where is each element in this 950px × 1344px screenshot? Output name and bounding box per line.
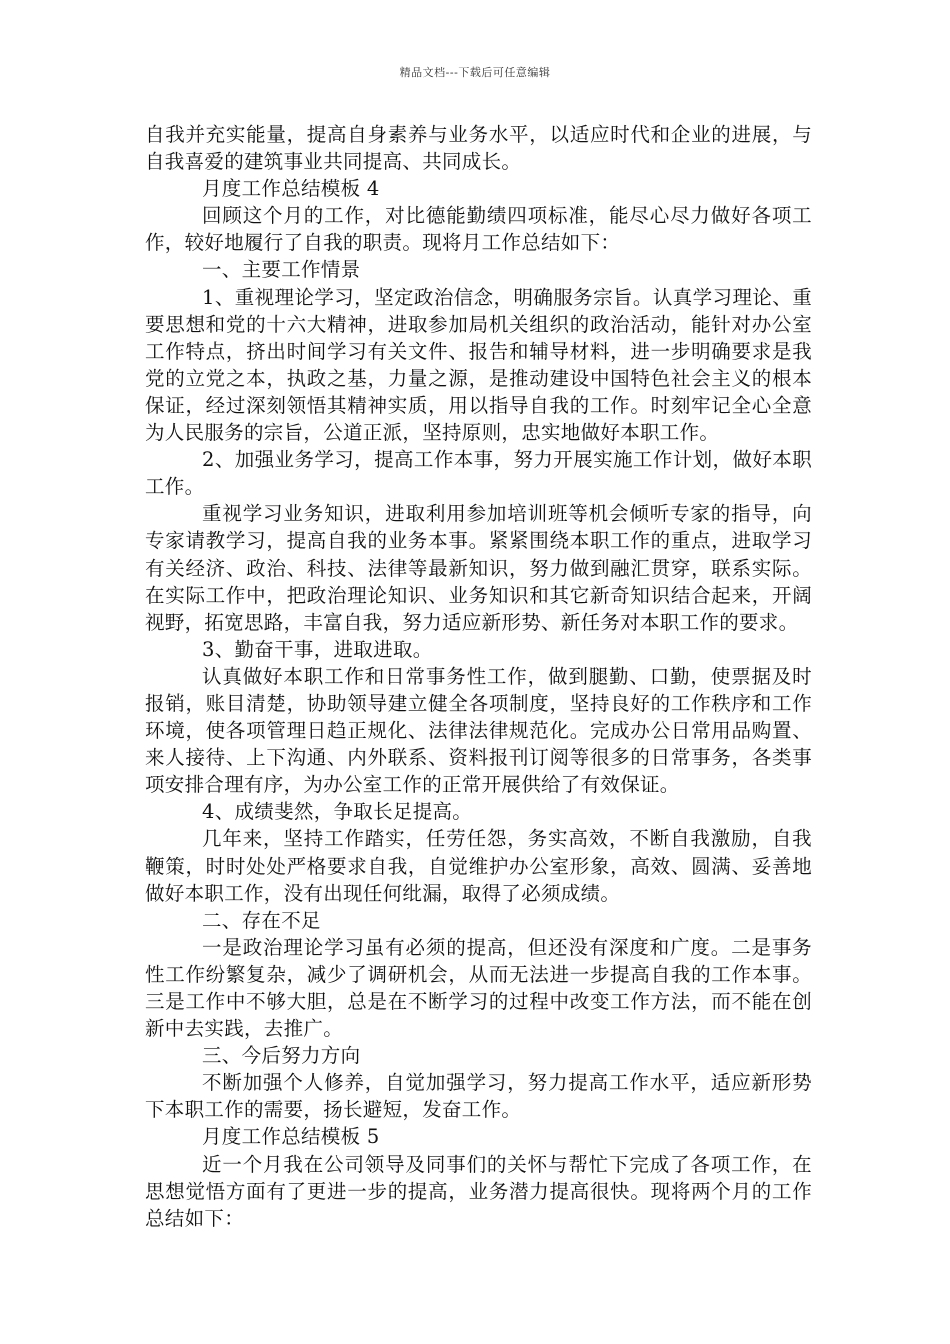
paragraph: 重视学习业务知识，进取利用参加培训班等机会倾听专家的指导，向专家请教学习，提高自我的业务本事。紧紧围绕本职工作的重点，进取学习有关经济、政治、科技、法律等最新知识，努力做到融汇贯穿，联系实际。在实际工作中，把政治理论知识、业务知识和其它新奇知识结合起来，开阔视野，拓宽思路，丰富自我，努力适应新形势、新任务对本职工作的要求。 [145, 502, 812, 634]
paragraph: 近一个月我在公司领导及同事们的关怀与帮忙下完成了各项工作，在思想觉悟方面有了更进一步的提高，业务潜力提高很快。现将两个月的工作总结如下： [145, 1152, 812, 1230]
paragraph: 自我并充实能量，提高自身素养与业务水平，以适应时代和企业的进展，与自我喜爱的建筑事业共同提高、共同成长。 [145, 123, 812, 174]
paragraph: 1、重视理论学习，坚定政治信念，明确服务宗旨。认真学习理论、重要思想和党的十六大精神，进取参加局机关组织的政治活动，能针对办公室工作特点，挤出时间学习有关文件、报告和辅导材料，进一步明确要求是我党的立党之本，执政之基，力量之源，是推动建设中国特色社会主义的根本保证，经过深刻领悟其精神实质，用以指导自我的工作。时刻牢记全心全意为人民服务的宗旨，公道正派，坚持原则，忠实地做好本职工作。 [145, 285, 812, 445]
section-heading: 一、主要工作情景 [202, 258, 361, 282]
paragraph: 几年来，坚持工作踏实，任劳任怨，务实高效，不断自我激励，自我鞭策，时时处处严格要求自我，自觉维护办公室形象，高效、圆满、妥善地做好本职工作，没有出现任何纰漏，取得了必须成绩。 [145, 827, 812, 905]
paragraph: 不断加强个人修养，自觉加强学习，努力提高工作水平，适应新形势下本职工作的需要，扬长避短，发奋工作。 [145, 1071, 812, 1122]
paragraph: 认真做好本职工作和日常事务性工作，做到腿勤、口勤，使票据及时报销，账目清楚，协助领导建立健全各项制度，坚持良好的工作秩序和工作环境，使各项管理日趋正规化、法律法律规范化。完成办公日常用品购置、来人接待、上下沟通、内外联系、资料报刊订阅等很多的日常事务，各类事项安排合理有序，为办公室工作的正常开展供给了有效保证。 [145, 664, 812, 797]
section-heading: 三、今后努力方向 [202, 1044, 361, 1068]
document-body [145, 121, 812, 1232]
section-heading: 二、存在不足 [202, 908, 321, 932]
paragraph: 4、成绩斐然，争取长足提高。 [202, 800, 473, 824]
section-title: 月度工作总结模板 4 [202, 177, 380, 201]
paragraph: 一是政治理论学习虽有必须的提高，但还没有深度和广度。二是事务性工作纷繁复杂，减少了调研机会，从而无法进一步提高自我的工作本事。三是工作中不够大胆，总是在不断学习的过程中改变工作方法，而不能在创新中去实践，去推广。 [145, 935, 812, 1041]
paragraph: 3、勤奋干事，进取进取。 [202, 637, 433, 661]
page-header: 精品文档---下载后可任意编辑 [399, 66, 551, 79]
paragraph: 2、加强业务学习，提高工作本事，努力开展实施工作计划，做好本职工作。 [145, 448, 812, 499]
paragraph: 回顾这个月的工作，对比德能勤绩四项标准，能尽心尽力做好各项工作，较好地履行了自我的职责。现将月工作总结如下： [145, 204, 812, 255]
section-title: 月度工作总结模板 5 [202, 1125, 380, 1149]
